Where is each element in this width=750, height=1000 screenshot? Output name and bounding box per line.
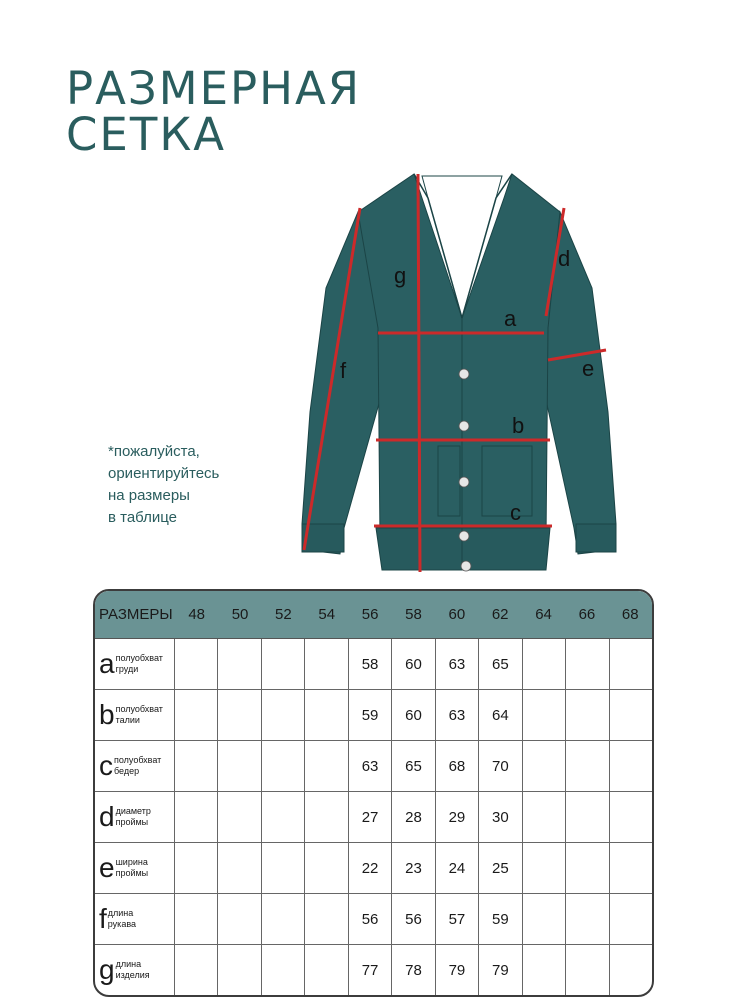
table-cell — [566, 639, 609, 689]
size-header: 56 — [361, 606, 379, 623]
cardigan-illustration — [296, 168, 632, 582]
row-label — [95, 690, 175, 740]
size-header: 48 — [188, 606, 206, 623]
size-header: 52 — [275, 606, 292, 623]
row-label — [95, 894, 175, 944]
table-cell — [218, 843, 261, 893]
row-letter: e — [99, 852, 115, 883]
table-cell: 28 — [392, 792, 435, 842]
row-description: полуобхват груди — [115, 653, 163, 674]
note-line: в таблице — [108, 509, 177, 526]
table-cell: 70 — [479, 741, 522, 791]
row-letter: d — [99, 801, 115, 832]
note-line: ориентируйтесь — [108, 465, 220, 482]
table-cell: 64 — [479, 690, 522, 740]
table-row — [95, 792, 652, 843]
table-cell — [523, 894, 566, 944]
table-cell — [218, 741, 261, 791]
table-cell: 60 — [392, 639, 435, 689]
table-cell: 59 — [479, 894, 522, 944]
row-description: длина изделия — [115, 959, 150, 980]
table-cell — [610, 639, 652, 689]
table-cell: 24 — [436, 843, 479, 893]
table-cell: 65 — [392, 741, 435, 791]
size-header: 62 — [491, 606, 509, 623]
table-cell: 30 — [479, 792, 522, 842]
size-header: 68 — [621, 606, 639, 623]
table-cell — [218, 792, 261, 842]
size-header: 66 — [578, 606, 596, 623]
row-description: диаметр проймы — [115, 806, 151, 827]
table-row — [95, 843, 652, 894]
row-letter: c — [99, 750, 113, 781]
table-cell: 57 — [436, 894, 479, 944]
row-description: ширина проймы — [115, 857, 149, 878]
table-cell — [262, 741, 305, 791]
header-label: РАЗМЕРЫ — [99, 606, 173, 623]
row-label — [95, 945, 175, 995]
size-table — [93, 589, 654, 997]
table-cell — [610, 792, 652, 842]
table-cell — [566, 894, 609, 944]
table-cell: 65 — [479, 639, 522, 689]
row-letter: b — [99, 699, 115, 730]
table-cell: 79 — [436, 945, 479, 995]
row-letter: g — [99, 954, 115, 985]
measure-line-g — [418, 174, 420, 572]
table-cell: 27 — [349, 792, 392, 842]
row-description: полуобхват талии — [115, 704, 163, 725]
table-cell — [523, 639, 566, 689]
table-cell — [566, 792, 609, 842]
note-line: на размеры — [108, 487, 190, 504]
table-row — [95, 690, 652, 741]
title-line-1: РАЗМЕРНАЯ — [66, 62, 362, 115]
table-cell — [262, 639, 305, 689]
table-cell: 23 — [392, 843, 435, 893]
cardigan-body — [302, 174, 616, 571]
table-cell — [218, 945, 261, 995]
row-label — [95, 792, 175, 842]
table-cell — [523, 792, 566, 842]
table-cell — [218, 894, 261, 944]
table-row — [95, 639, 652, 690]
row-letter: a — [99, 648, 115, 679]
label-f: f — [340, 358, 347, 383]
table-cell: 79 — [479, 945, 522, 995]
note-line: *пожалуйста, — [108, 443, 200, 460]
table-cell: 29 — [436, 792, 479, 842]
label-c: c — [510, 500, 521, 525]
table-cell — [262, 945, 305, 995]
table-row — [95, 741, 652, 792]
table-cell — [305, 792, 348, 842]
table-cell — [175, 741, 218, 791]
table-cell — [566, 945, 609, 995]
label-d: d — [558, 246, 571, 271]
table-cell — [262, 894, 305, 944]
table-cell — [305, 741, 348, 791]
table-cell — [305, 843, 348, 893]
table-cell — [175, 792, 218, 842]
row-letter: f — [99, 903, 107, 934]
table-cell — [262, 792, 305, 842]
table-cell — [610, 945, 652, 995]
table-cell: 25 — [479, 843, 522, 893]
table-cell: 78 — [392, 945, 435, 995]
table-cell: 77 — [349, 945, 392, 995]
table-cell — [175, 843, 218, 893]
table-cell — [175, 690, 218, 740]
table-cell: 63 — [349, 741, 392, 791]
table-cell: 63 — [436, 639, 479, 689]
table-cell — [305, 945, 348, 995]
table-cell — [610, 843, 652, 893]
size-header: 58 — [405, 606, 422, 623]
table-cell — [523, 741, 566, 791]
title-line-2: СЕТКА — [66, 108, 227, 161]
table-cell: 56 — [392, 894, 435, 944]
row-label — [95, 639, 175, 689]
table-cell — [305, 690, 348, 740]
table-cell — [218, 639, 261, 689]
table-cell — [610, 894, 652, 944]
table-cell — [610, 741, 652, 791]
label-b: b — [512, 413, 525, 438]
size-header: 60 — [448, 606, 466, 623]
table-cell — [566, 690, 609, 740]
table-cell — [523, 843, 566, 893]
table-cell — [175, 945, 218, 995]
table-body — [95, 639, 652, 995]
size-header: 54 — [318, 606, 336, 623]
table-cell — [262, 690, 305, 740]
size-header: 50 — [231, 606, 249, 623]
table-cell — [566, 741, 609, 791]
table-cell — [566, 843, 609, 893]
size-note — [108, 441, 219, 529]
table-cell — [175, 639, 218, 689]
table-cell — [218, 690, 261, 740]
table-cell: 68 — [436, 741, 479, 791]
table-cell — [610, 690, 652, 740]
label-a: a — [504, 306, 517, 331]
row-label — [95, 843, 175, 893]
table-cell: 60 — [392, 690, 435, 740]
table-row — [95, 945, 652, 995]
size-header: 64 — [535, 606, 552, 623]
table-cell — [523, 945, 566, 995]
table-cell — [305, 894, 348, 944]
table-header — [95, 591, 652, 639]
table-cell — [305, 639, 348, 689]
table-cell: 22 — [349, 843, 392, 893]
label-g: g — [394, 263, 407, 288]
table-cell — [262, 843, 305, 893]
table-cell: 56 — [349, 894, 392, 944]
page-title — [66, 62, 362, 161]
row-description: полуобхват бедер — [114, 755, 162, 776]
row-description: длина рукава — [107, 908, 137, 929]
label-e: e — [582, 356, 595, 381]
table-cell — [523, 690, 566, 740]
table-cell: 58 — [349, 639, 392, 689]
row-label — [95, 741, 175, 791]
table-row — [95, 894, 652, 945]
table-cell: 63 — [436, 690, 479, 740]
table-cell — [175, 894, 218, 944]
table-cell: 59 — [349, 690, 392, 740]
